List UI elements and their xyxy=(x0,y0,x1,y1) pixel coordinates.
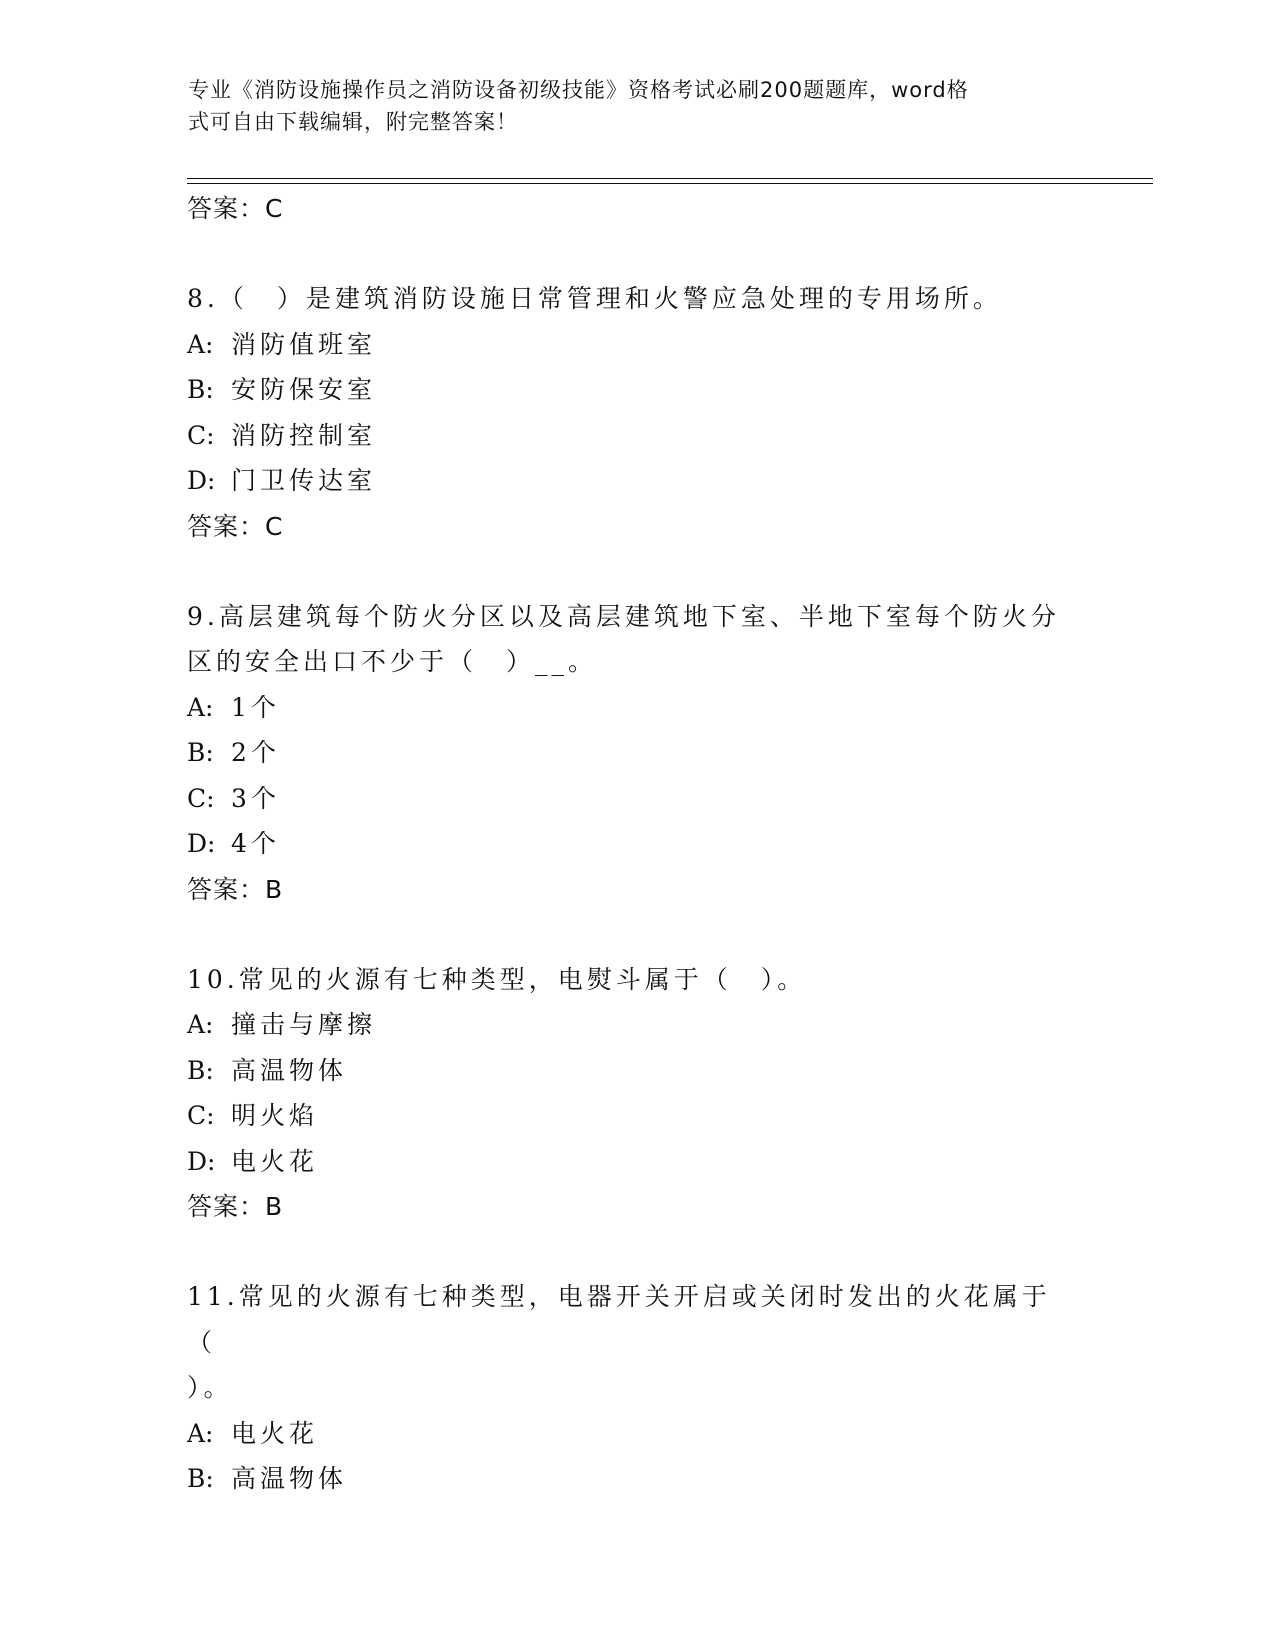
option-letter: B: xyxy=(187,738,214,767)
option-letter: C: xyxy=(187,783,215,813)
answer-option xyxy=(187,730,1067,776)
question-text: 区的安全出口不少于（ ）__。 xyxy=(187,647,598,676)
answer-option xyxy=(187,1411,1067,1457)
answer-option xyxy=(187,1456,1067,1502)
option-letter: D: xyxy=(187,466,216,495)
option-text: 1个 xyxy=(231,692,280,722)
option-text: 2个 xyxy=(231,738,280,767)
header-line-2: 式可自由下载编辑，附完整答案！ xyxy=(188,110,518,134)
option-letter: D: xyxy=(187,829,216,858)
option-letter: B: xyxy=(187,1464,214,1493)
option-text: 3个 xyxy=(231,783,280,813)
option-text: 消防值班室 xyxy=(231,329,377,359)
answer-option xyxy=(187,1002,1067,1048)
question-text: 10.常见的火源有七种类型，电熨斗属于（ ）。 xyxy=(187,964,807,994)
answer-option xyxy=(187,821,1067,867)
option-letter: B: xyxy=(187,375,214,404)
answer-option xyxy=(187,413,1067,459)
option-letter: D: xyxy=(187,1146,216,1176)
question-answer: 答案：B xyxy=(187,1192,284,1221)
question-text: 11.常见的火源有七种类型，电器开关开启或关闭时发出的火花属于（ xyxy=(187,1282,1051,1357)
answer-option xyxy=(187,776,1067,822)
answer-option xyxy=(187,1139,1067,1185)
answer-option xyxy=(187,1048,1067,1094)
question-answer: 答案：B xyxy=(187,874,284,904)
option-letter: A: xyxy=(187,329,214,359)
question-list xyxy=(187,186,1067,1502)
option-text: 电火花 xyxy=(231,1146,319,1176)
question-block xyxy=(187,594,1067,912)
option-letter: C: xyxy=(187,1101,215,1130)
option-text: 安防保安室 xyxy=(231,375,377,404)
question-answer: 答案：C xyxy=(187,511,284,541)
option-text: 4个 xyxy=(231,829,280,858)
option-text: 高温物体 xyxy=(231,1055,348,1085)
question-text: 9.高层建筑每个防火分区以及高层建筑地下室、半地下室每个防火分 xyxy=(187,601,1060,631)
question-block xyxy=(187,957,1067,1230)
answer-option xyxy=(187,1093,1067,1139)
option-letter: B: xyxy=(187,1055,214,1085)
header-line-1: 专业《消防设施操作员之消防设备初级技能》资格考试必刷200题题库，word格 xyxy=(188,78,969,102)
option-letter: A: xyxy=(187,692,214,722)
question-block xyxy=(187,276,1067,549)
question-text: 8.（ ）是建筑消防设施日常管理和火警应急处理的专用场所。 xyxy=(187,284,1002,313)
document-header xyxy=(188,74,1068,138)
header-divider-bottom xyxy=(187,183,1153,184)
answer-option xyxy=(187,322,1067,368)
answer-option xyxy=(187,367,1067,413)
option-text: 电火花 xyxy=(231,1418,319,1448)
option-letter: A: xyxy=(187,1010,214,1039)
question-text: ）。 xyxy=(187,1373,233,1402)
header-divider-top xyxy=(187,178,1153,179)
option-letter: C: xyxy=(187,420,215,450)
previous-question-answer: 答案：C xyxy=(187,194,284,223)
option-text: 高温物体 xyxy=(231,1464,348,1493)
option-text: 撞击与摩擦 xyxy=(231,1010,377,1039)
option-text: 消防控制室 xyxy=(231,420,377,450)
question-block xyxy=(187,1274,1067,1502)
answer-option xyxy=(187,685,1067,731)
option-text: 明火焰 xyxy=(231,1101,319,1130)
answer-option xyxy=(187,458,1067,504)
option-letter: A: xyxy=(187,1418,214,1448)
option-text: 门卫传达室 xyxy=(231,466,377,495)
